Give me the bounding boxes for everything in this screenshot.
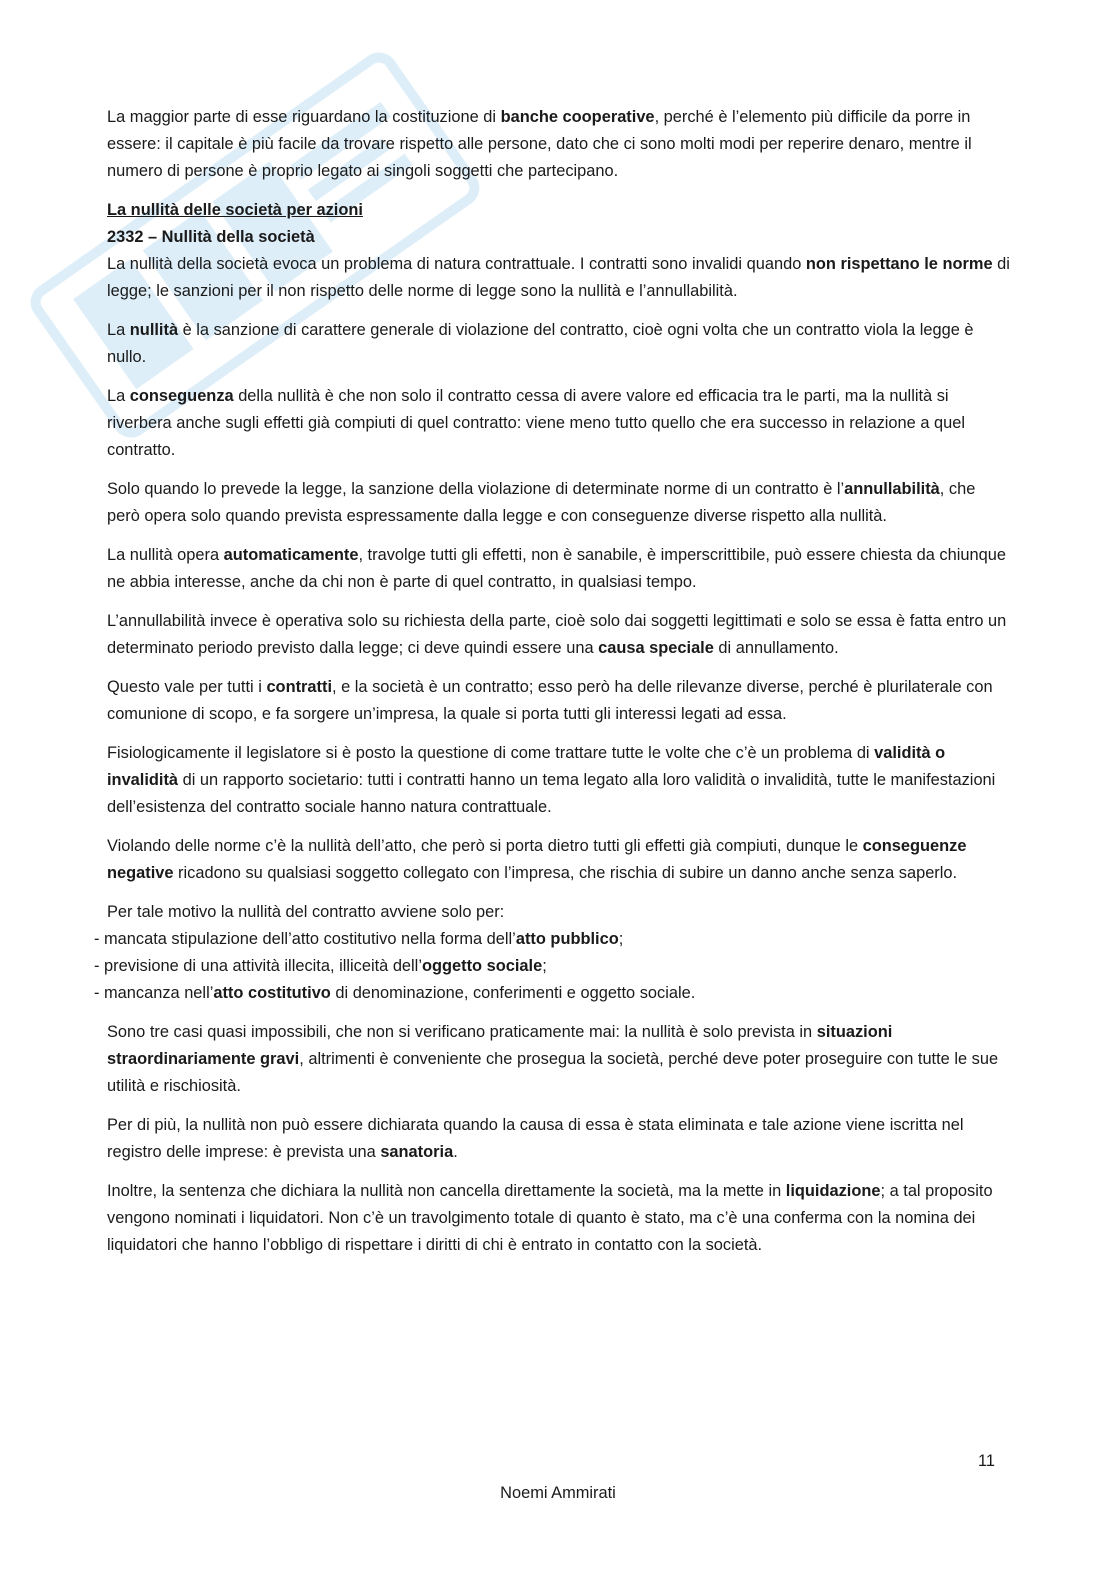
section-title: La nullità delle società per azioni xyxy=(107,201,363,219)
paragraph: La nullità della società evoca un problema di natura contrattuale. I contratti sono invalidi quando non rispettano le norme di legge; le sanzioni per il non rispetto delle norme di legge sono la nullità e l’annullabilità. xyxy=(107,255,1010,300)
paragraph: Violando delle norme c’è la nullità dell’atto, che però si porta dietro tutti gli effetti già compiuti, dunque le conseguenze negative ricadono su qualsiasi soggetto collegato con l’impresa, che rischia di subire un danno anche senza saperlo. xyxy=(107,837,967,882)
paragraph: L’annullabilità invece è operativa solo su richiesta della parte, cioè solo dai soggetti legittimati e solo se essa è fatta entro un determinato periodo previsto dalla legge; ci deve quindi essere una causa speciale di annullamento. xyxy=(107,612,1007,657)
article-title: 2332 – Nullità della società xyxy=(107,228,315,246)
paragraph: Questo vale per tutti i contratti, e la società è un contratto; esso però ha delle rilevanze diverse, perché è plurilaterale con comunione di scopo, e fa sorgere un’impresa, la quale si porta tutti gli interessi legati ad essa. xyxy=(107,678,993,723)
paragraph: La conseguenza della nullità è che non solo il contratto cessa di avere valore ed efficacia tra le parti, ma la nullità si riverbera anche sugli effetti già compiuti di quel contratto: viene meno tutto quello che era successo in relazione a quel contratto. xyxy=(107,387,965,459)
paragraph: La maggior parte di esse riguardano la costituzione di banche cooperative, perché è l’elemento più difficile da porre in essere: il capitale è più facile da trovare rispetto alle persone, dato che ci sono molti modi per reperire denaro, mentre il numero di persone è proprio legato ai singoli soggetti che partecipano. xyxy=(107,108,972,180)
list-item: - mancanza nell’atto costitutivo di denominazione, conferimenti e oggetto sociale. xyxy=(94,980,1012,1007)
list-intro: Per tale motivo la nullità del contratto avviene solo per: xyxy=(107,903,505,921)
list-item: - mancata stipulazione dell’atto costitutivo nella forma dell’atto pubblico; xyxy=(94,926,1012,953)
list-item: - previsione di una attività illecita, illiceità dell’oggetto sociale; xyxy=(94,953,1012,980)
paragraph: La nullità opera automaticamente, travolge tutti gli effetti, non è sanabile, è imperscrittibile, può essere chiesta da chiunque ne abbia interesse, anche da chi non è parte di quel contratto, in qualsiasi tempo. xyxy=(107,546,1006,591)
paragraph: Inoltre, la sentenza che dichiara la nullità non cancella direttamente la società, ma la mette in liquidazione; a tal proposito vengono nominati i liquidatori. Non c’è un travolgimento totale di quanto è stato, ma c’è una conferma con la nomina dei liquidatori che hanno l’obbligo di rispettare i diritti di chi è entrato in contatto con la società. xyxy=(107,1182,993,1254)
page-number: 11 xyxy=(978,1452,996,1470)
paragraph: La nullità è la sanzione di carattere generale di violazione del contratto, cioè ogni volta che un contratto viola la legge è nullo. xyxy=(107,321,974,366)
footer-author: Noemi Ammirati xyxy=(500,1484,616,1502)
paragraph: Per di più, la nullità non può essere dichiarata quando la causa di essa è stata eliminata e tale azione viene iscritta nel registro delle imprese: è prevista una sanatoria. xyxy=(107,1116,964,1161)
paragraph: Solo quando lo prevede la legge, la sanzione della violazione di determinate norme di un contratto è l’annullabilità, che però opera solo quando prevista espressamente dalla legge e con conseguenze diverse rispetto alla nullità. xyxy=(107,480,976,525)
conditions-list xyxy=(94,926,1012,1007)
document-body xyxy=(104,104,1012,1271)
paragraph: Fisiologicamente il legislatore si è posto la questione di come trattare tutte le volte che c’è un problema di validità o invalidità di un rapporto societario: tutti i contratti hanno un tema legato alla loro validità o invalidità, tutte le manifestazioni dell’esistenza del contratto sociale hanno natura contrattuale. xyxy=(107,744,996,816)
paragraph: Sono tre casi quasi impossibili, che non si verificano praticamente mai: la nullità è solo prevista in situazioni straordinariamente gravi, altrimenti è conveniente che prosegua la società, perché deve poter proseguire con tutte le sue utilità e rischiosità. xyxy=(107,1023,999,1095)
